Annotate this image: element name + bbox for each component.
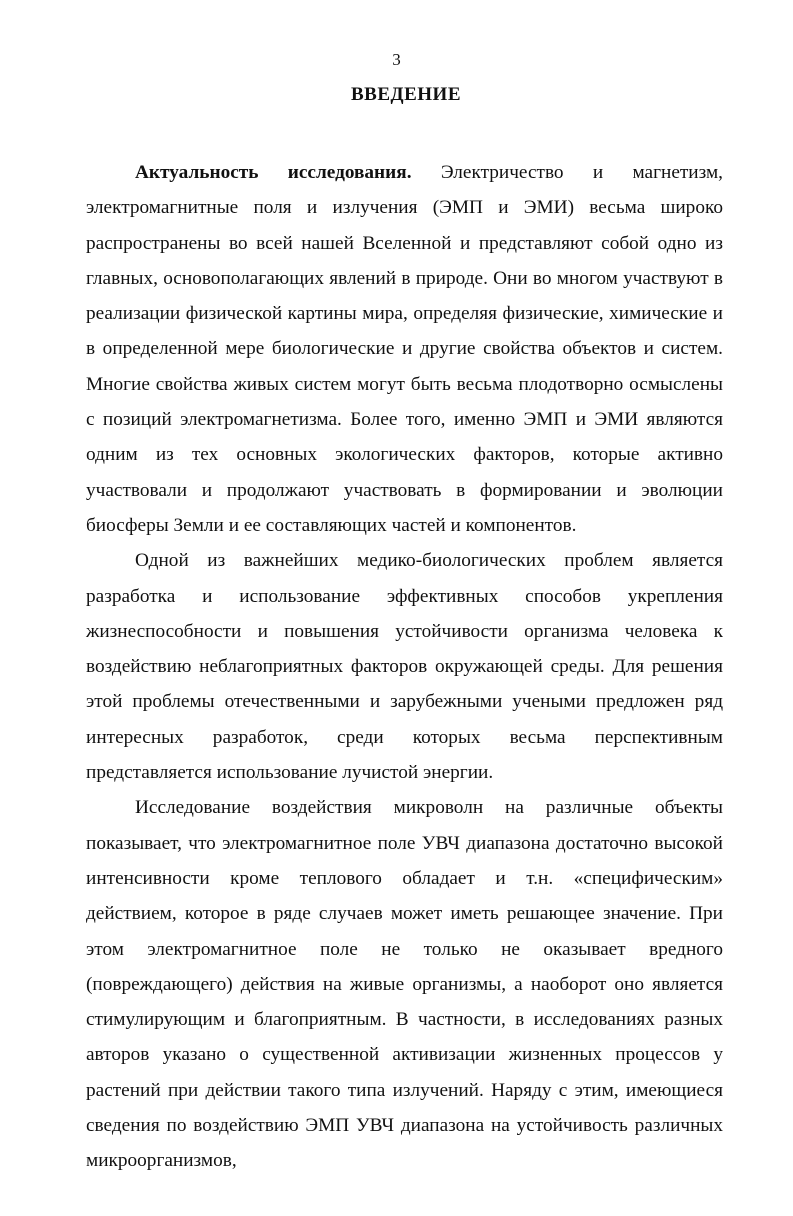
- paragraph-relevance: [86, 155, 723, 543]
- paragraph-microwave-research: Исследование воздействия микроволн на различные объекты показывает, что электромагнитное поле УВЧ диапазона достаточно высокой интенсивности кроме теплового обладает и т.н. «специфическим» действием, которое в ряде случаев может иметь решающее значение. При этом электромагнитное поле не только не оказывает вредного (повреждающего) действия на живые организмы, а наоборот оно является стимулирующим и благоприятным. В частности, в исследованиях разных авторов указано о существенной активизации жизненных процессов у растений при действии такого типа излучений. Наряду с этим, имеющиеся сведения по воздействию ЭМП УВЧ диапазона на устойчивость различных микроорганизмов,: [86, 797, 723, 1172]
- section-heading: ВВЕДЕНИЕ: [351, 84, 461, 105]
- body-text: [86, 155, 723, 1179]
- paragraph-problem: Одной из важнейших медико-биологических проблем является разработка и использование эффективных способов укрепления жизнеспособности и повышения устойчивости организма человека к воздействию неблагоприятных факторов окружающей среды. Для решения этой проблемы отечественными и зарубежными учеными предложен ряд интересных разработок, среди которых весьма перспективным представляется использование лучистой энергии.: [86, 550, 723, 784]
- paragraph-lead: Актуальность исследования.: [135, 162, 412, 183]
- page-number: 3: [392, 50, 401, 69]
- paragraph-text: Электричество и магнетизм, электромагнитные поля и излучения (ЭМП и ЭМИ) весьма широко распространены во всей нашей Вселенной и представляют собой одно из главных, основополагающих явлений в природе. Они во многом участвуют в реализации физической картины мира, определяя физические, химические и в определенной мере биологические и другие свойства объектов и систем. Многие свойства живых систем могут быть весьма плодотворно осмыслены с позиций электромагнетизма. Более того, именно ЭМП и ЭМИ являются одним из тех основных экологических факторов, которые активно участвовали и продолжают участвовать в формировании и эволюции биосферы Земли и ее составляющих частей и компонентов.: [86, 162, 723, 536]
